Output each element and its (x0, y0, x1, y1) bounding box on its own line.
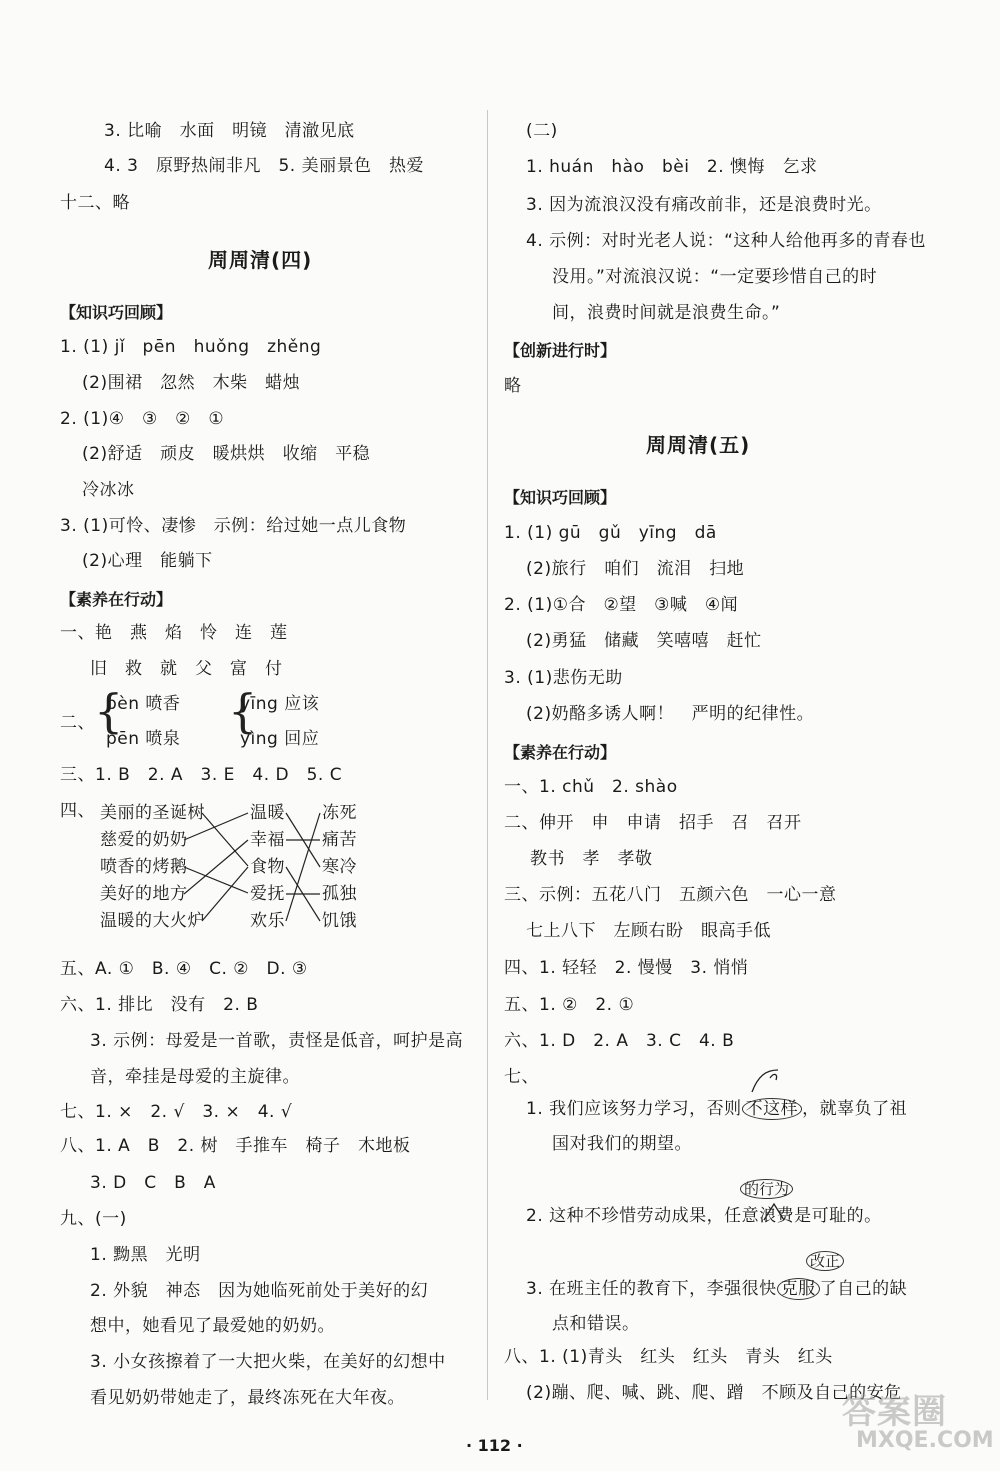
answer-line: 3. 比喻 水面 明镜 清澈见底 (104, 121, 355, 141)
match-right-item: 寒冷 (322, 857, 357, 877)
answer-line: 一、1. chǔ 2. shào (504, 777, 678, 797)
answer-line: 3. 因为流浪汉没有痛改前非，还是浪费时光。 (526, 195, 882, 215)
match-mid-item: 食物 (250, 857, 285, 877)
watermark-url: MXQE.COM (856, 1428, 994, 1453)
match-left-item: 美丽的圣诞树 (100, 803, 205, 823)
answer-line: 七上八下 左顾右盼 眼高手低 (526, 921, 771, 941)
match-mid-item: 爱抚 (250, 884, 285, 904)
answer-line: (2)舒适 顽皮 暖烘烘 收缩 平稳 (82, 444, 371, 464)
match-right-item: 孤独 (322, 884, 357, 904)
match-right-item: 冻死 (322, 803, 357, 823)
answer-line: 略 (504, 376, 522, 396)
answer-line: 3. (1)可怜、凄惨 示例：给过她一点儿食物 (60, 516, 407, 536)
answer-line: 点和错误。 (552, 1314, 640, 1334)
match-line (202, 813, 248, 866)
answer-line: 想中，她看见了最爱她的奶奶。 (90, 1316, 335, 1336)
answer-line: 二、伸开 申 申请 招手 召 召开 (504, 813, 802, 833)
answer-line: 三、示例：五花八门 五颜六色 一心一意 (504, 885, 837, 905)
answer-line: 2. 外貌 神态 因为她临死前处于美好的幻 (90, 1281, 429, 1301)
answer-line: 五、A. ① B. ④ C. ② D. ③ (60, 959, 308, 979)
section-title-4: 周周清(四) (208, 248, 313, 272)
column-divider (487, 110, 488, 1400)
match-left-item: 喷香的烤鹅 (100, 857, 188, 877)
circled-word: 克服 (777, 1278, 820, 1300)
match-left-item: 美好的地方 (100, 884, 188, 904)
match-mid-item: 幸福 (250, 830, 285, 850)
answer-line: 1. huán hào bèi 2. 懊悔 乞求 (526, 157, 818, 177)
answer-line: 四、1. 轻轻 2. 慢慢 3. 悄悄 (504, 958, 749, 978)
circled-word: 不这样 (742, 1098, 803, 1120)
answer-line: (二) (526, 121, 558, 141)
answer-line: 六、1. D 2. A 3. C 4. B (504, 1031, 735, 1051)
match-right-item: 痛苦 (322, 830, 357, 850)
match-line (184, 867, 248, 893)
answer-line: (2)围裙 忽然 木柴 蜡烛 (82, 373, 301, 393)
section-label-innovate: 【创新进行时】 (504, 341, 617, 360)
answer-line: 没用。”对流浪汉说：“一定要珍惜自己的时 (552, 267, 878, 287)
match-line (202, 867, 248, 921)
answer-line: 三、1. B 2. A 3. E 4. D 5. C (60, 765, 343, 785)
revision-sentence-1: 1. 我们应该努力学习，否则 不这样 ，就辜负了祖 (526, 1099, 908, 1119)
answer-line: 教书 孝 孝敬 (530, 849, 653, 869)
page-number: · 112 · (466, 1436, 523, 1455)
answer-line: 九、(一) (60, 1209, 127, 1229)
brace-icon: { (94, 684, 124, 738)
watermark-logo: 答案圈 (842, 1392, 947, 1432)
answer-line: (2)奶酪多诱人啊！ 严明的纪律性。 (526, 704, 815, 724)
answer-line: 冷冰冰 (82, 480, 135, 500)
match-line (286, 813, 320, 921)
answer-line: 2. (1)①合 ②望 ③喊 ④闻 (504, 595, 739, 615)
answer-line: 一、艳 燕 焰 怜 连 莲 (60, 623, 288, 643)
match-mid-item: 温暖 (250, 803, 285, 823)
answer-line: 2. (1)④ ③ ② ① (60, 409, 225, 429)
answer-line: (2)旅行 咱们 流泪 扫地 (526, 559, 745, 579)
answer-line: 3. D C B A (90, 1173, 216, 1193)
answer-line: 间，浪费时间就是浪费生命。” (552, 303, 781, 323)
answer-line: 十二、略 (60, 193, 130, 213)
answer-line: 二、 (60, 713, 95, 733)
answer-line: 1. (1) jǐ pēn huǒng zhěng (60, 337, 322, 357)
answer-line: 3. 示例：母爱是一首歌，责怪是低音，呵护是高 (90, 1031, 464, 1051)
polyphone-reading: yīng 应该 (240, 694, 320, 714)
match-left-item: 温暖的大火炉 (100, 911, 205, 931)
answer-line: 七、 (504, 1067, 539, 1087)
polyphone-reading: pèn 喷香 (106, 694, 181, 714)
section-label-action: 【素养在行动】 (504, 743, 617, 762)
polyphone-reading: yìng 回应 (240, 729, 320, 749)
answer-line: 六、1. 排比 没有 2. B (60, 995, 259, 1015)
answer-line: 3. 小女孩擦着了一大把火柴，在美好的幻想中 (90, 1352, 446, 1372)
answer-line: 七、1. × 2. √ 3. × 4. √ (60, 1102, 293, 1122)
answer-line: 4. 3 原野热闹非凡 5. 美丽景色 热爱 (104, 156, 425, 176)
revision-sentence-3: 3. 在班主任的教育下，李强很快 克服 了自己的缺 (526, 1279, 908, 1299)
answer-line: 1. (1) gū gǔ yīng dā (504, 523, 717, 543)
section-label-action: 【素养在行动】 (60, 590, 173, 609)
answer-line: 八、1. A B 2. 树 手推车 椅子 木地板 (60, 1136, 411, 1156)
answer-line: 看见奶奶带她走了，最终冻死在大年夜。 (90, 1388, 405, 1408)
brace-icon: { (228, 684, 258, 738)
answer-line: (2)蹦、爬、喊、跳、爬、蹭 不顾及自己的安危 (526, 1383, 902, 1403)
answer-line: 八、1. (1)青头 红头 红头 青头 红头 (504, 1347, 833, 1367)
section-title-5: 周周清(五) (646, 433, 751, 457)
answer-line: 五、1. ② 2. ① (504, 995, 635, 1015)
answer-line: (2)勇猛 储藏 笑嘻嘻 赶忙 (526, 631, 762, 651)
revision-sentence-2: 2. 这种不珍惜劳动成果，任意浪费是可耻的。 (526, 1206, 882, 1226)
answer-line: 1. 黝黑 光明 (90, 1245, 201, 1265)
section-label-knowledge: 【知识巧回顾】 (504, 488, 617, 507)
answer-line: 4. 示例：对时光老人说：“这种人给他再多的青春也 (526, 231, 926, 251)
match-left-item: 慈爱的奶奶 (100, 830, 188, 850)
answer-line: 国对我们的期望。 (552, 1134, 692, 1154)
matching-lines (60, 800, 480, 940)
answer-line: (2)心理 能躺下 (82, 551, 213, 571)
answer-line: 旧 救 就 父 富 付 (90, 659, 283, 679)
handwritten-insert: 的行为 (740, 1178, 793, 1199)
match-mid-item: 欢乐 (250, 911, 285, 931)
match-line (184, 840, 248, 894)
handwritten-correction: 改正 (806, 1250, 844, 1271)
answer-line: 音，牵挂是母爱的主旋律。 (90, 1067, 300, 1087)
match-line (184, 813, 248, 840)
insert-mark-icon (758, 1196, 798, 1222)
section-label-knowledge: 【知识巧回顾】 (60, 303, 173, 322)
polyphone-reading: pēn 喷泉 (106, 729, 181, 749)
answer-line: 四、 (60, 801, 95, 821)
answer-line: 3. (1)悲伤无助 (504, 668, 623, 688)
deletion-mark-icon (748, 1066, 788, 1096)
match-right-item: 饥饿 (322, 911, 357, 931)
